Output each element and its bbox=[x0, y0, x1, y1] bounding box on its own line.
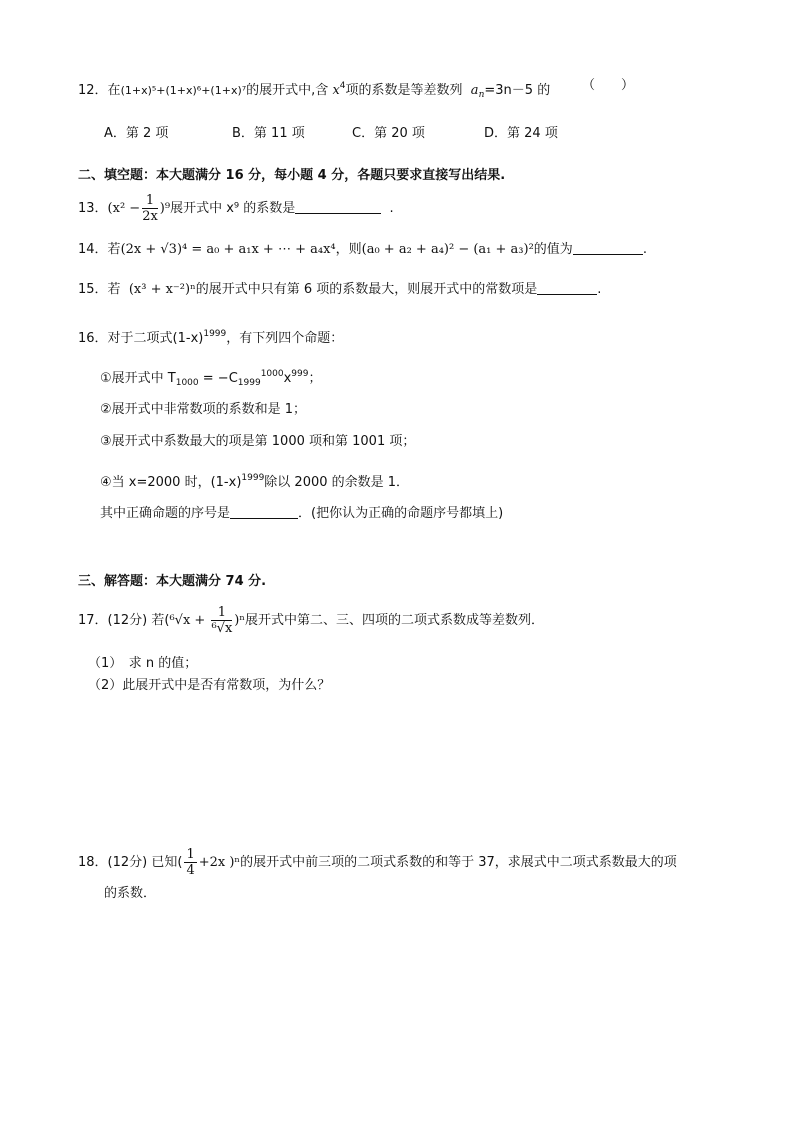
q12-option-a: A．第 2 项 bbox=[104, 126, 169, 141]
q16-item-3: ③展开式中系数最大的项是第 1000 项和第 1001 项； bbox=[100, 434, 416, 449]
q17-part-1: （1） 求 n 的值； bbox=[88, 656, 198, 671]
q14-number: 14． bbox=[78, 242, 108, 257]
q12-option-b: B．第 11 项 bbox=[232, 126, 305, 141]
section-2-title: 二、填空题：本大题满分 16 分，每小题 4 分，各题只要求直接写出结果. bbox=[78, 168, 506, 183]
q18-number: 18． bbox=[78, 855, 108, 870]
q16-item-1: ①展开式中 $T_{1000} = -C_{1999}^{1000}x^{999}$； bbox=[100, 369, 322, 388]
q12-answer-paren: （ ） bbox=[582, 78, 635, 93]
q13-line: 13．(x² − $\frac{1}{2x}$ )⁹展开式中 x⁹ 的系数是 . bbox=[78, 193, 394, 224]
q18-fraction: $\frac{1}{4}$ bbox=[186, 847, 195, 878]
q13-fraction: $\frac{1}{2x}$ bbox=[142, 193, 158, 224]
q16-item-2: ②展开式中非常数项的系数和是 1； bbox=[100, 402, 307, 417]
q12-number: 12． bbox=[78, 83, 108, 98]
q16-footer: 其中正确命题的序号是 ．(把你认为正确的命题序号都填上) bbox=[100, 506, 504, 521]
q15-line: 15．若 (x³ + x⁻²)ⁿ的展开式中只有第 6 项的系数最大，则展开式中的常数项是 . bbox=[78, 282, 602, 297]
q17-line: 17．(12分) 若(⁶√x + $\frac{1}{\text{⁶√x}}$ )ⁿ展开式中第二、三、四项的二项式系数成等差数列． bbox=[78, 605, 544, 636]
q14-line: 14．若(2x + √3)⁴ = a₀ + a₁x + ⋯ + a₄x⁴，则(a₀ + a₂ + a₄)² − (a₁ + a₃)²的值为 . bbox=[78, 242, 647, 257]
q16-answer-blank[interactable] bbox=[230, 504, 298, 519]
q15-answer-blank[interactable] bbox=[537, 280, 597, 295]
q16-number: 16． bbox=[78, 331, 108, 346]
q12-line: 12．在(1+x)⁵+(1+x)⁶+(1+x)⁷的展开式中,含 $x^4$项的系数是等差数列 $a_n=3n-5$ 的 bbox=[78, 81, 551, 100]
q18-line-2: 的系数． bbox=[104, 886, 157, 901]
q17-part-2: （2）此展开式中是否有常数项，为什么？ bbox=[88, 678, 331, 693]
q18-line: 18．(12分) 已知( $\frac{1}{4}$ +2x )ⁿ的展开式中前三项的二项式系数的和等于 37，求展式中二项式系数最大的项 bbox=[78, 847, 677, 878]
q13-answer-blank[interactable] bbox=[295, 199, 381, 214]
q15-number: 15． bbox=[78, 282, 108, 297]
q16-item-4: ④当 x=2000 时，$(1-x)^{1999}$除以 2000 的余数是 1． bbox=[100, 473, 410, 490]
section-3-title: 三、解答题：本大题满分 74 分. bbox=[78, 574, 267, 589]
q13-number: 13． bbox=[78, 201, 108, 216]
q14-answer-blank[interactable] bbox=[573, 240, 643, 255]
q12-expression: (1+x)⁵+(1+x)⁶+(1+x)⁷ bbox=[120, 84, 247, 97]
q17-score: (12分) bbox=[107, 613, 148, 628]
q17-fraction: $\frac{1}{\text{⁶√x}}$ bbox=[211, 605, 233, 636]
q12-option-c: C．第 20 项 bbox=[352, 126, 425, 141]
q12-option-d: D．第 24 项 bbox=[484, 126, 558, 141]
q18-score: (12分) bbox=[107, 855, 148, 870]
q16-intro: 16．对于二项式$(1-x)^{1999}$，有下列四个命题： bbox=[78, 329, 344, 346]
q17-number: 17． bbox=[78, 613, 108, 628]
